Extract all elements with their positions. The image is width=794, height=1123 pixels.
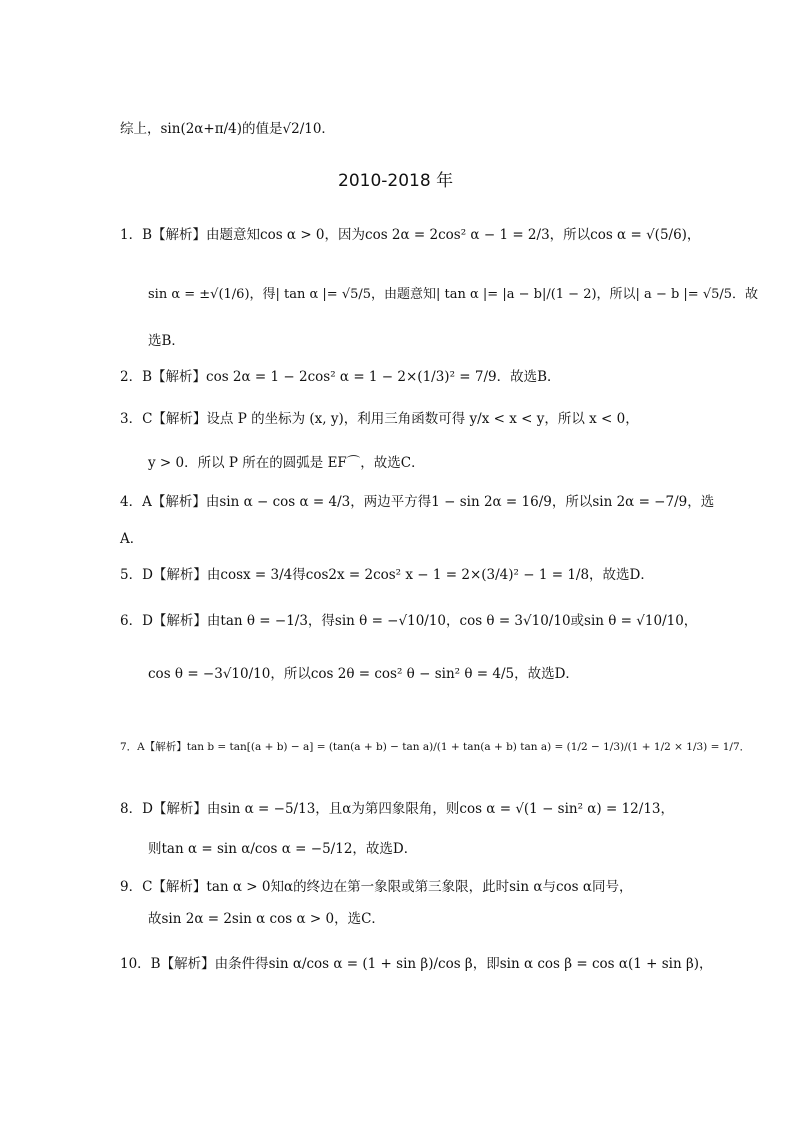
text-line: y > 0．所以 P 所在的圆弧是 EF⌒，故选C． [148, 455, 425, 471]
section-title: 2010-2018 年 [338, 171, 454, 191]
text-line: 6．D【解析】由tan θ = −1/3，得sin θ = −√10/10，cos θ = 3√10/10或sin θ = √10/10， [120, 613, 698, 629]
text-line: 4．A【解析】由sin α − cos α = 4/3，两边平方得1 − sin 2α = 16/9，所以sin 2α = −7/9，选 [120, 494, 715, 510]
text-line: A． [120, 531, 144, 547]
text-line: 5．D【解析】由cosx = 3/4得cos2x = 2cos² x − 1 = 2×(3/4)² − 1 = 1/8，故选D． [120, 567, 654, 583]
text-line: 7．A【解析】tan b = tan[(a + b) − a] = (tan(a + b) − tan a)/(1 + tan(a + b) tan a) = (1/2 − 1/3)/(1 + 1/2 × 1/3) = 1/7． [120, 741, 751, 753]
text-line: 10．B【解析】由条件得sin α/cos α = (1 + sin β)/cos β，即sin α cos β = cos α(1 + sin β)， [120, 956, 713, 972]
text-line: 故sin 2α = 2sin α cos α > 0，选C． [148, 911, 385, 927]
text-line: 8．D【解析】由sin α = −5/13，且α为第四象限角，则cos α = √(1 − sin² α) = 12/13， [120, 801, 674, 817]
text-line: 3．C【解析】设点 P 的坐标为 (x, y)，利用三角函数可得 y/x < x < y，所以 x < 0， [120, 411, 639, 427]
text-line: 则tan α = sin α/cos α = −5/12，故选D． [148, 841, 418, 857]
text-line: 9．C【解析】tan α > 0知α的终边在第一象限或第三象限，此时sin α与cos α同号， [120, 879, 633, 895]
text-line: cos θ = −3√10/10，所以cos 2θ = cos² θ − sin² θ = 4/5，故选D． [148, 666, 579, 682]
text-line: 2．B【解析】cos 2α = 1 − 2cos² α = 1 − 2×(1/3)² = 7/9．故选B． [120, 369, 561, 385]
text-line: 1．B【解析】由题意知cos α > 0，因为cos 2α = 2cos² α − 1 = 2/3，所以cos α = √(5/6)， [120, 227, 701, 243]
text-line: 综上，sin(2α+π/4)的值是√2/10． [120, 121, 335, 137]
text-line: 选B． [148, 333, 185, 349]
text-line: sin α = ±√(1/6)，得| tan α |= √5/5，由题意知| tan α |= |a − b|/(1 − 2)，所以| a − b |= √5/5．故 [148, 287, 759, 302]
